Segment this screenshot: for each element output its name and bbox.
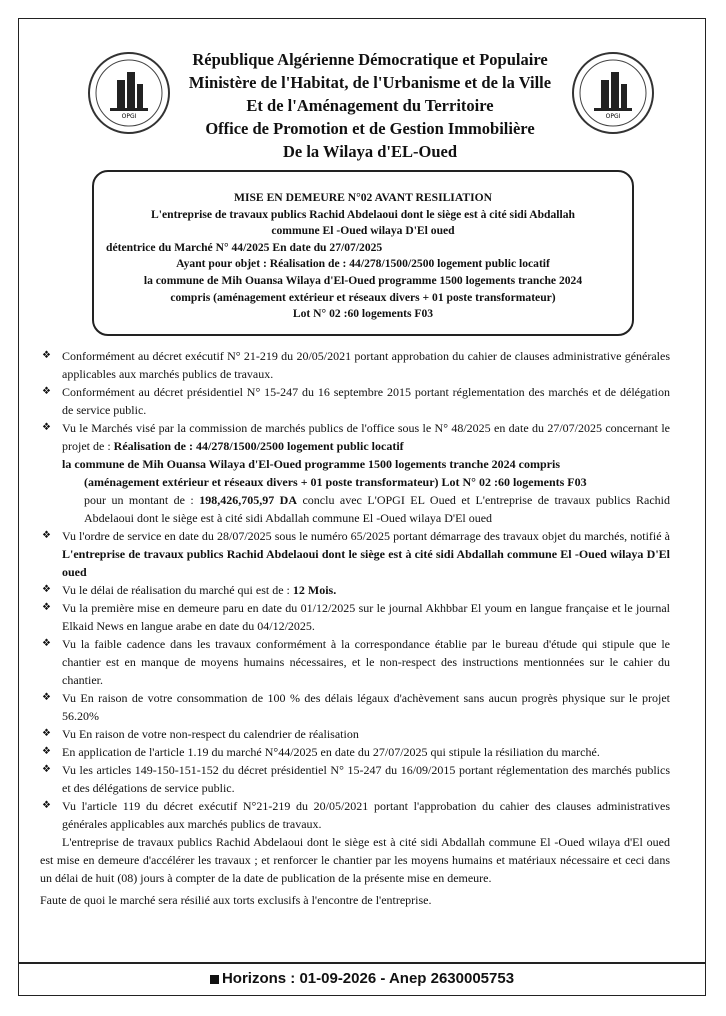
header-line-office: Office de Promotion et de Gestion Immobilière	[205, 119, 535, 138]
svg-text:OPGI: OPGI	[605, 113, 621, 120]
item-text-bold: 12 Mois.	[292, 583, 337, 597]
closing-paragraph: L'entreprise de travaux publics Rachid Abdelaoui dont le siège est à cité sidi Abdallah commune El -Oued wilaya d'El oued est mise en demeure d'accélérer les travaux ; et renforcer le chantier par les moyens humains et matériaux nécessaire et ceci dans un délai de huit (08) jours à compter de la date de publication de la présente mise en demeure.	[40, 835, 670, 885]
list-item	[40, 689, 670, 725]
notice-line: Ayant pour objet : Réalisation de : 44/278/1500/2500 logement public locatif	[176, 257, 550, 271]
item-text: En application de l'article 1.19 du marché N°44/2025 en date du 27/07/2025 qui stipule la résiliation du marché.	[62, 745, 600, 759]
item-text: Vu les articles 149-150-151-152 du décret présidentiel N° 15-247 du 16/09/2015 portant réglementation des marchés publics et des délégations de service public.	[62, 763, 670, 795]
list-item	[40, 797, 670, 833]
diamond-bullet-icon: ❖	[42, 350, 51, 361]
opgi-logo-left	[88, 52, 170, 134]
item-text-bold: la commune de Mih Ouansa Wilaya d'El-Oued programme 1500 logements tranche 2024 compris	[62, 457, 560, 471]
item-text: Vu En raison de votre non-respect du calendrier de réalisation	[62, 727, 359, 741]
notice-line: la commune de Mih Ouansa Wilaya d'El-Oued programme 1500 logements tranche 2024	[143, 273, 583, 287]
item-text: Conformément au décret présidentiel N° 15-247 du 16 septembre 2015 portant réglementation des marchés et de délégation de service public.	[62, 385, 670, 417]
notice-line: commune El -Oued wilaya D'El oued	[271, 224, 455, 238]
notice-line: L'entreprise de travaux publics Rachid Abdelaoui dont le siège est à cité sidi Abdallah	[151, 207, 575, 221]
diamond-bullet-icon: ❖	[42, 422, 51, 433]
item-text: conclu avec L'OPGI EL Oued et L'entreprise de travaux publics Rachid Abdelaoui dont le siège est à cité sidi Abdallah commune El -Oued wilaya D'El oued	[84, 493, 671, 525]
item-text: Vu En raison de votre consommation de 100 % des délais légaux d'achèvement sans aucun progrès physique sur le projet 56.20%	[62, 691, 670, 723]
svg-text:OPGI: OPGI	[121, 113, 137, 120]
square-bullet-icon	[210, 975, 219, 984]
list-item	[40, 725, 670, 743]
list-item	[40, 527, 670, 581]
notice-line: détentrice du Marché N° 44/2025 En date du 27/07/2025	[106, 240, 383, 254]
item-text: Vu la faible cadence dans les travaux conformément à la correspondance établie par le bureau d'étude qui stipule que le chantier est en manque de moyens humains nécessaires, et le non-respect des instructions mentionnées sur le cahier du chantier.	[62, 637, 670, 687]
list-item	[40, 581, 670, 599]
footer-text: Horizons : 01-09-2026 - Anep 2630005753	[221, 970, 515, 987]
item-text-bold: (aménagement extérieur et réseaux divers + 01 poste transformateur) Lot N° 02 :60 logements F03	[84, 475, 587, 489]
notice-line: Lot N° 02 :60 logements F03	[292, 307, 434, 321]
header-line-amenagement: Et de l'Aménagement du Territoire	[246, 96, 494, 115]
notice-title: MISE EN DEMEURE N°02 AVANT RESILIATION	[234, 191, 492, 204]
item-text: Vu le Marchés visé par la commission de marchés publics de l'office sous le N° 48/2025 en date du 27/07/2025 concernant le projet de :	[62, 421, 670, 453]
list-item	[40, 383, 670, 419]
opgi-logo-right	[572, 52, 654, 134]
footer-divider	[18, 962, 706, 964]
diamond-bullet-icon: ❖	[42, 692, 51, 703]
list-item	[40, 599, 670, 635]
diamond-bullet-icon: ❖	[42, 530, 51, 541]
item-text: pour un montant de :	[84, 493, 194, 507]
item-text: Vu le délai de réalisation du marché qui est de :	[62, 583, 290, 597]
notice-line: compris (aménagement extérieur et réseaux divers + 01 poste transformateur)	[170, 290, 556, 304]
notice-box	[92, 170, 634, 336]
item-text: Vu la première mise en demeure paru en date du 01/12/2025 sur le journal Akhbbar El youm en langue française et le journal Elkaid News en langue arabe en date du 04/12/2025.	[62, 601, 670, 633]
publication-footer	[18, 970, 706, 987]
list-item	[40, 347, 670, 383]
list-item	[40, 761, 670, 797]
list-item	[40, 635, 670, 689]
closing-sentence: Faute de quoi le marché sera résilié aux torts exclusifs à l'encontre de l'entreprise.	[40, 893, 432, 907]
header-line-wilaya: De la Wilaya d'EL-Oued	[282, 142, 458, 161]
item-text: Vu l'ordre de service en date du 28/07/2025 sous le numéro 65/2025 portant démarrage des travaux objet du marchés, notifié à	[62, 529, 670, 543]
amount-value: 198,426,705,97 DA	[199, 493, 298, 507]
document-body	[40, 347, 670, 909]
item-text-bold: Réalisation de : 44/278/1500/2500 logement public locatif	[113, 439, 404, 453]
diamond-bullet-icon: ❖	[42, 728, 51, 739]
item-text-bold: L'entreprise de travaux publics Rachid Abdelaoui dont le siège est à cité sidi Abdallah commune El -Oued wilaya D'El oued	[62, 547, 670, 579]
list-item	[40, 419, 670, 527]
diamond-bullet-icon: ❖	[42, 764, 51, 775]
item-text: Conformément au décret exécutif N° 21-219 du 20/05/2021 portant approbation du cahier de clauses administrative générales applicables aux marchés publics de travaux.	[62, 349, 670, 381]
diamond-bullet-icon: ❖	[42, 386, 51, 397]
diamond-bullet-icon: ❖	[42, 584, 51, 595]
header-line-republic: République Algérienne Démocratique et Populaire	[192, 50, 548, 69]
item-text: Vu l'article 119 du décret exécutif N°21-219 du 20/05/2021 portant l'approbation du cahier des clauses administratives générales applicables aux marchés publics de travaux.	[62, 799, 670, 831]
diamond-bullet-icon: ❖	[42, 602, 51, 613]
diamond-bullet-icon: ❖	[42, 746, 51, 757]
document-header	[160, 48, 580, 163]
diamond-bullet-icon: ❖	[42, 638, 51, 649]
header-line-ministry: Ministère de l'Habitat, de l'Urbanisme et de la Ville	[188, 73, 552, 92]
list-item	[40, 743, 670, 761]
diamond-bullet-icon: ❖	[42, 800, 51, 811]
